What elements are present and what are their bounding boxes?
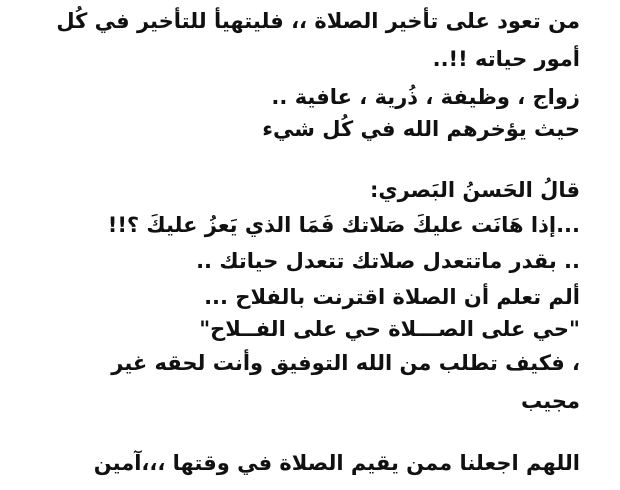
text-line: من تعود على تأخير الصلاة ،، فليتهيأ للتأخير في كُل [56, 9, 580, 33]
text-line: ، فكيف تطلب من الله التوفيق وأنت لحقه غير [111, 351, 580, 375]
text-line: ...إذا هَانَت عليكَ صَلاتك فَمَا الذي يَعزُ عليكَ ؟!! [107, 213, 580, 237]
text-line: أمور حياته !!.. [432, 47, 580, 71]
text-line: زواج ، وظيفة ، ذُرية ، عافية .. [271, 85, 580, 109]
text-line: حيث يؤخرهم الله في كُل شيء [262, 117, 580, 141]
text-line: "حي على الصـــلاة حي على الفــلاح" [199, 317, 580, 341]
text-line: مجيب [521, 389, 580, 413]
text-line: ألم تعلم أن الصلاة اقترنت بالفلاح ... [204, 285, 580, 309]
text-line: اللهم اجعلنا ممن يقيم الصلاة في وقتها ،،،آمين [93, 451, 580, 475]
text-line: قالُ الحَسنُ البَصري: [369, 178, 580, 202]
text-line: .. بقدر ماتتعدل صلاتك تتعدل حياتك .. [196, 249, 580, 273]
